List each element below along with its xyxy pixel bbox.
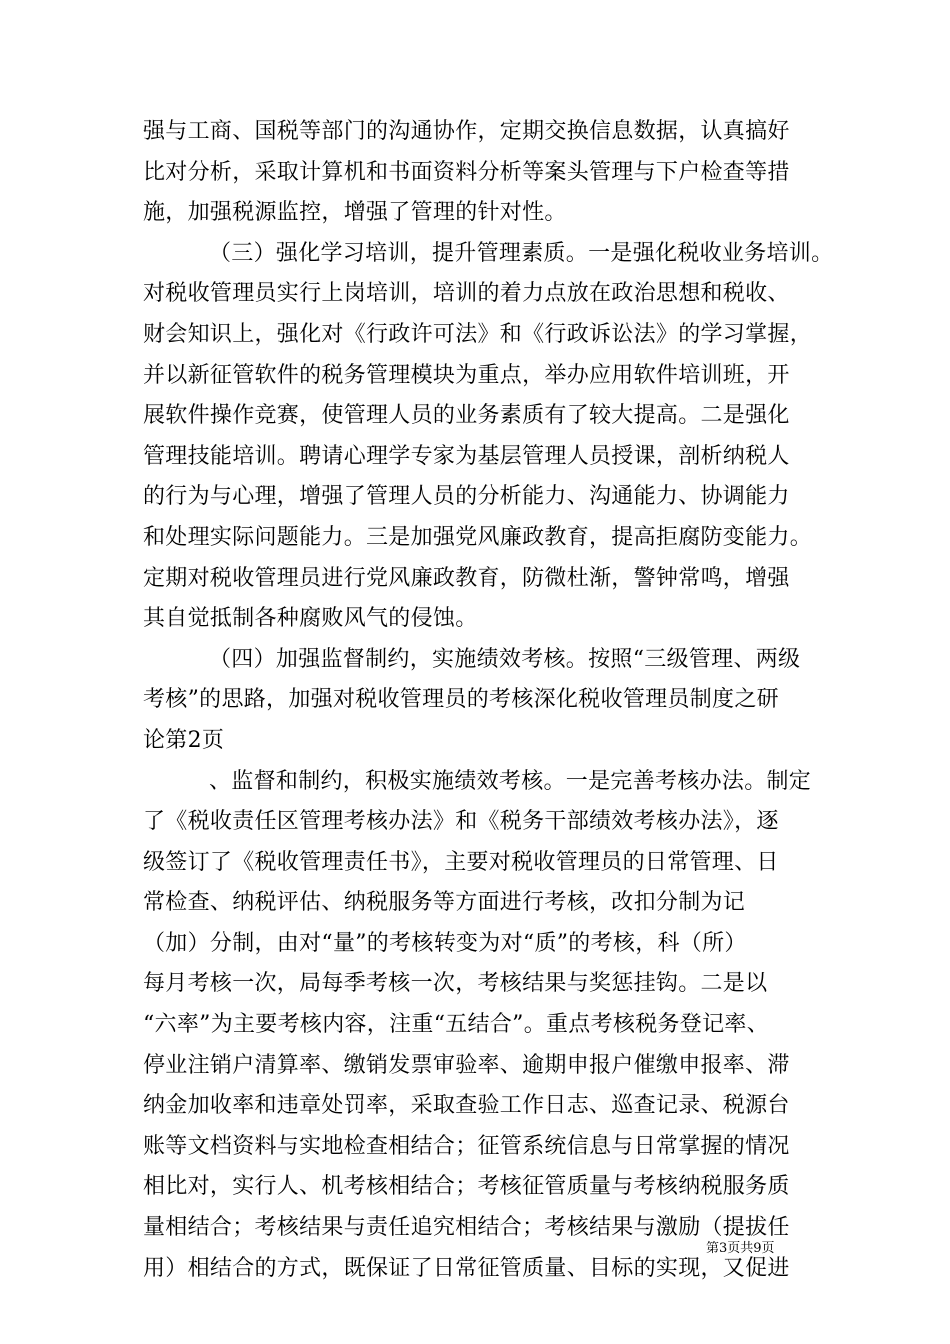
text-line: 并以新征管软件的税务管理模块为重点，举办应用软件培训班，开 [143,362,790,388]
text-line: （加）分制，由对“量”的考核转变为对“质”的考核，科（所） [143,930,747,956]
section-heading-line: （三）强化学习培训，提升管理素质。一是强化税收业务培训。 [209,240,834,266]
text-line: 和处理实际问题能力。三是加强党风廉政教育，提高拒腐防变能力。 [143,524,813,550]
text-line: 量相结合；考核结果与责任追究相结合；考核结果与激励（提拔任 [143,1215,790,1241]
text-line: 对税收管理员实行上岗培训，培训的着力点放在政治思想和税收、 [143,281,790,307]
text-line: 停业注销户清算率、缴销发票审验率、逾期申报户催缴申报率、滞 [143,1052,790,1078]
text-line: 纳金加收率和违章处罚率，采取查验工作日志、巡查记录、税源台 [143,1093,790,1119]
text-line: 比对分析，采取计算机和书面资料分析等案头管理与下户检查等措 [143,159,790,185]
text-line: 管理技能培训。聘请心理学专家为基层管理人员授课，剖析纳税人 [143,443,790,469]
page-number-footer: 第3页共9页 [706,1241,775,1256]
text-line: 展软件操作竞赛，使管理人员的业务素质有了较大提高。二是强化 [143,403,790,429]
text-line: 相比对，实行人、机考核相结合；考核征管质量与考核纳税服务质 [143,1174,790,1200]
text-line: 的行为与心理，增强了管理人员的分析能力、沟通能力、协调能力 [143,484,790,510]
section-heading-line: （四）加强监督制约，实施绩效考核。按照“三级管理、两级 [209,646,801,672]
document-body [143,112,833,1289]
text-line: 强与工商、国税等部门的沟通协作，定期交换信息数据，认真搞好 [143,119,790,144]
text-line: 级签订了《税收管理责任书》，主要对税收管理员的日常管理、日 [143,849,779,875]
text-line: 施，加强税源监控，增强了管理的针对性。 [143,200,567,226]
text-line: 了《税收责任区管理考核办法》和《税务干部绩效考核办法》，逐 [143,809,779,835]
text-line: 每月考核一次，局每季考核一次，考核结果与奖惩挂钩。二是以 [143,971,768,997]
text-line: “六率”为主要考核内容，注重“五结合”。重点考核税务登记率、 [143,1012,769,1038]
text-line: 其自觉抵制各种腐败风气的侵蚀。 [143,606,478,632]
text-line: 常检查、纳税评估、纳税服务等方面进行考核，改扣分制为记 [143,890,746,916]
text-line: 、监督和制约，积极实施绩效考核。一是完善考核办法。制定 [209,768,812,794]
text-line: 考核”的思路，加强对税收管理员的考核深化税收管理员制度之研 [143,687,779,713]
text-line: 账等文档资料与实地检查相结合；征管系统信息与日常掌握的情况 [143,1133,790,1159]
text-line: 论第2页 [143,727,225,753]
text-line: 用）相结合的方式，既保证了日常征管质量、目标的实现，又促进 [143,1255,790,1281]
text-line: 定期对税收管理员进行党风廉政教育，防微杜渐，警钟常鸣，增强 [143,565,790,591]
text-line: 财会知识上，强化对《行政许可法》和《行政诉讼法》的学习掌握， [143,321,813,347]
